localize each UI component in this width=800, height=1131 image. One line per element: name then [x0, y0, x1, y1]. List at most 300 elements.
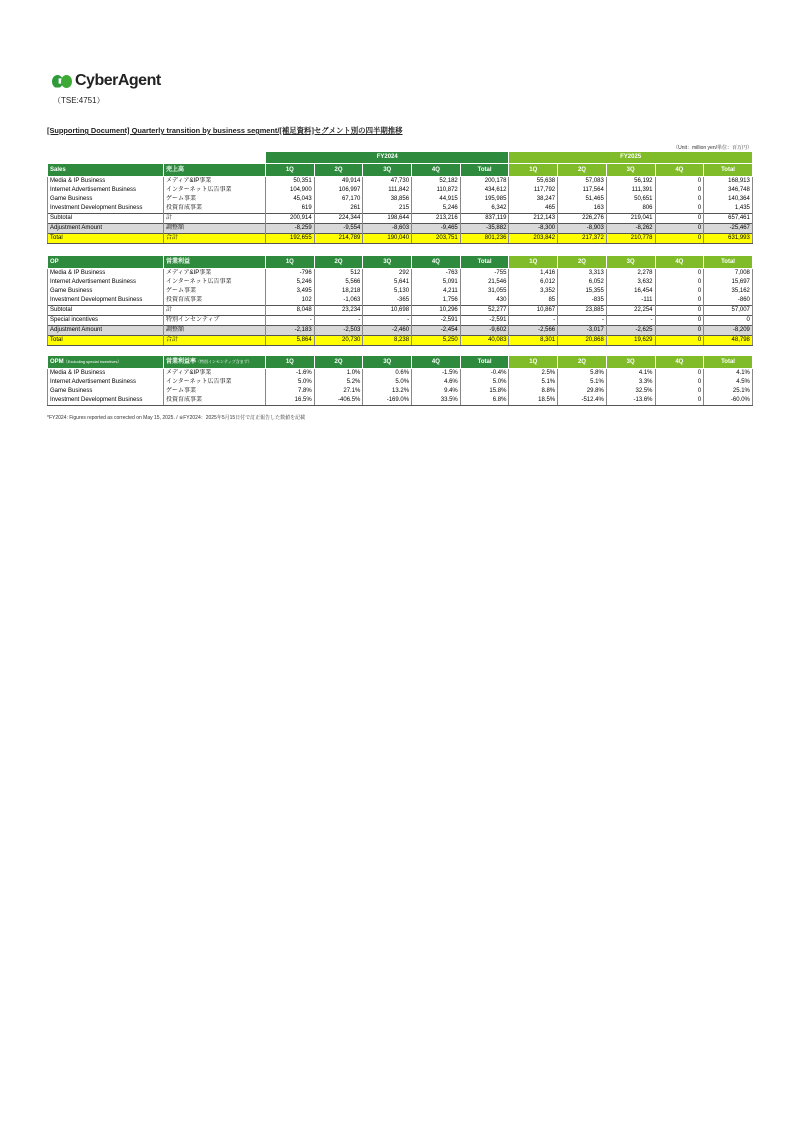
cell-value: 52,277 — [460, 306, 509, 316]
cell-value: 0 — [655, 177, 704, 187]
cell-value: 31,055 — [460, 287, 509, 296]
row-label-en: Total — [48, 234, 164, 244]
cell-value: - — [509, 316, 558, 326]
cell-value: 5.0% — [460, 378, 509, 387]
cell-value: 0 — [655, 186, 704, 195]
cell-value: 0 — [655, 306, 704, 316]
cell-value: 16,454 — [606, 287, 655, 296]
cell-value: 6,342 — [460, 204, 509, 214]
row-label-jp: 計 — [164, 306, 266, 316]
cell-value: 111,391 — [606, 186, 655, 195]
cell-value: 8,238 — [363, 336, 412, 346]
row-label-en: Investment Development Business — [48, 204, 164, 214]
cell-value: -2,183 — [266, 326, 315, 336]
period-header-row — [48, 152, 753, 164]
row-label-jp: 合計 — [164, 336, 266, 346]
cell-value: 215 — [363, 204, 412, 214]
cell-value: 85 — [509, 296, 558, 306]
cell-value: - — [314, 316, 363, 326]
cell-value: 4.6% — [412, 378, 461, 387]
cell-value: 0 — [655, 269, 704, 279]
cell-value: 22,254 — [606, 306, 655, 316]
row-label-en: Game Business — [48, 387, 164, 396]
column-header-total: Total — [704, 356, 753, 369]
row-label-jp: インターネット広告事業 — [164, 278, 266, 287]
row-label-en: Media & IP Business — [48, 177, 164, 187]
row-label-jp: 投資育成事業 — [164, 396, 266, 406]
table-row — [48, 278, 753, 287]
cell-value: 5,864 — [266, 336, 315, 346]
row-label-en: Special incentives — [48, 316, 164, 326]
opm-label-jp-note: （特別インセンティブ含まず） — [196, 359, 252, 364]
cell-value: 104,900 — [266, 186, 315, 195]
cell-value: 0 — [655, 204, 704, 214]
row-label-jp: ゲーム事業 — [164, 287, 266, 296]
cell-value: 51,465 — [558, 195, 607, 204]
cell-value: 5,130 — [363, 287, 412, 296]
cell-value: 10,867 — [509, 306, 558, 316]
row-label-en: Subtotal — [48, 306, 164, 316]
row-label-en: Media & IP Business — [48, 269, 164, 279]
cell-value: 56,192 — [606, 177, 655, 187]
cell-value: -8,603 — [363, 224, 412, 234]
cell-value: 213,216 — [412, 214, 461, 224]
opm-header-row — [48, 356, 753, 369]
cell-value: 3,352 — [509, 287, 558, 296]
cell-value: 261 — [314, 204, 363, 214]
cell-value: 111,842 — [363, 186, 412, 195]
cell-value: - — [606, 316, 655, 326]
cell-value: 0 — [655, 214, 704, 224]
table-row — [48, 378, 753, 387]
column-header-4q: 4Q — [655, 256, 704, 269]
cell-value: 38,856 — [363, 195, 412, 204]
table-row — [48, 186, 753, 195]
sales-header-row — [48, 164, 753, 177]
row-label-jp: 調整額 — [164, 224, 266, 234]
cell-value: 657,461 — [704, 214, 753, 224]
cell-value: -2,454 — [412, 326, 461, 336]
cell-value: 212,143 — [509, 214, 558, 224]
cell-value: -3,017 — [558, 326, 607, 336]
cell-value: 0 — [704, 316, 753, 326]
cell-value: 67,170 — [314, 195, 363, 204]
cell-value: 20,730 — [314, 336, 363, 346]
column-header-1q: 1Q — [266, 164, 315, 177]
cell-value: 6,012 — [509, 278, 558, 287]
cell-value: 29.8% — [558, 387, 607, 396]
opm-label-en-note: （Excluding special incentives） — [63, 359, 122, 364]
cell-value: 10,296 — [412, 306, 461, 316]
row-label-jp: メディア&IP事業 — [164, 177, 266, 187]
cell-value: -1,063 — [314, 296, 363, 306]
sales-label-en-text: Sales — [50, 167, 66, 173]
cell-value: 200,178 — [460, 177, 509, 187]
row-label-en: Media & IP Business — [48, 369, 164, 379]
column-header-4q: 4Q — [412, 256, 461, 269]
cell-value: 27.1% — [314, 387, 363, 396]
cell-value: 0 — [655, 287, 704, 296]
sales-label-en — [48, 164, 164, 177]
cell-value: 117,564 — [558, 186, 607, 195]
row-label-en: Adjustment Amount — [48, 326, 164, 336]
cell-value: 1,416 — [509, 269, 558, 279]
column-header-total: Total — [460, 256, 509, 269]
cell-value: -8,262 — [606, 224, 655, 234]
cell-value: 3,313 — [558, 269, 607, 279]
cell-value: -8,209 — [704, 326, 753, 336]
row-label-en: Total — [48, 336, 164, 346]
row-label-jp: インターネット広告事業 — [164, 378, 266, 387]
cell-value: 140,364 — [704, 195, 753, 204]
op-label-jp — [164, 256, 266, 269]
cell-value: 110,872 — [412, 186, 461, 195]
cell-value: 214,789 — [314, 234, 363, 244]
sales-table — [47, 151, 753, 244]
cell-value: 434,612 — [460, 186, 509, 195]
cell-value: 0 — [655, 195, 704, 204]
sales-label-jp — [164, 164, 266, 177]
row-label-jp: 特別インセンティブ — [164, 316, 266, 326]
cell-value: -796 — [266, 269, 315, 279]
op-label-en-text: OP — [50, 259, 59, 265]
cell-value: 48,798 — [704, 336, 753, 346]
cell-value: 13.2% — [363, 387, 412, 396]
row-label-jp: ゲーム事業 — [164, 387, 266, 396]
column-header-2q: 2Q — [558, 164, 607, 177]
column-header-total: Total — [460, 164, 509, 177]
table-row — [48, 177, 753, 187]
cell-value: 9.4% — [412, 387, 461, 396]
cell-value: - — [558, 316, 607, 326]
cell-value: 18.5% — [509, 396, 558, 406]
table-row — [48, 396, 753, 406]
cell-value: 346,748 — [704, 186, 753, 195]
table-row — [48, 224, 753, 234]
opm-table — [47, 355, 753, 406]
cell-value: 200,914 — [266, 214, 315, 224]
column-header-3q: 3Q — [363, 356, 412, 369]
cell-value: 15,697 — [704, 278, 753, 287]
cell-value: 3.3% — [606, 378, 655, 387]
cell-value: -755 — [460, 269, 509, 279]
cell-value: 38,247 — [509, 195, 558, 204]
cell-value: 0 — [655, 369, 704, 379]
table-row — [48, 287, 753, 296]
cell-value: 45,043 — [266, 195, 315, 204]
cell-value: -13.6% — [606, 396, 655, 406]
cell-value: 40,083 — [460, 336, 509, 346]
column-header-1q: 1Q — [266, 256, 315, 269]
cell-value: 837,119 — [460, 214, 509, 224]
column-header-1q: 1Q — [266, 356, 315, 369]
cell-value: 5.8% — [558, 369, 607, 379]
op-label-en — [48, 256, 164, 269]
table-row — [48, 234, 753, 244]
ticker: （TSE:4751） — [53, 96, 105, 105]
column-header-3q: 3Q — [363, 256, 412, 269]
cell-value: 2.5% — [509, 369, 558, 379]
cell-value: 0 — [655, 316, 704, 326]
cell-value: 15,355 — [558, 287, 607, 296]
row-label-en: Internet Advertisement Business — [48, 186, 164, 195]
period-header-fy2025: FY2025 — [509, 152, 752, 164]
cell-value: -8,903 — [558, 224, 607, 234]
table-row — [48, 326, 753, 336]
table-row — [48, 195, 753, 204]
cell-value: -9,602 — [460, 326, 509, 336]
opm-label-en — [48, 356, 164, 369]
row-label-jp: 投資育成事業 — [164, 204, 266, 214]
cell-value: 1.0% — [314, 369, 363, 379]
cell-value: 631,993 — [704, 234, 753, 244]
cell-value: 44,915 — [412, 195, 461, 204]
cell-value: 23,885 — [558, 306, 607, 316]
op-label-jp-text: 営業利益 — [166, 259, 191, 265]
opm-label-en-text: OPM — [50, 359, 64, 365]
cell-value: 0 — [655, 224, 704, 234]
cell-value: 15.8% — [460, 387, 509, 396]
cell-value: 0 — [655, 387, 704, 396]
column-header-1q: 1Q — [509, 356, 558, 369]
column-header-2q: 2Q — [314, 356, 363, 369]
cell-value: 224,344 — [314, 214, 363, 224]
table-row — [48, 316, 753, 326]
cell-value: -35,882 — [460, 224, 509, 234]
op-header-row — [48, 256, 753, 269]
cell-value: -9,554 — [314, 224, 363, 234]
cell-value: 292 — [363, 269, 412, 279]
cell-value: 10,698 — [363, 306, 412, 316]
row-label-jp: ゲーム事業 — [164, 195, 266, 204]
cell-value: 57,083 — [558, 177, 607, 187]
cell-value: 168,913 — [704, 177, 753, 187]
opm-label-jp — [164, 356, 266, 369]
row-label-en: Game Business — [48, 287, 164, 296]
cell-value: -2,625 — [606, 326, 655, 336]
cell-value: 32.5% — [606, 387, 655, 396]
cell-value: -2,460 — [363, 326, 412, 336]
row-label-en: Investment Development Business — [48, 396, 164, 406]
row-label-jp: 投資育成事業 — [164, 296, 266, 306]
column-header-4q: 4Q — [412, 164, 461, 177]
cyberagent-logo — [52, 72, 161, 90]
column-header-1q: 1Q — [509, 164, 558, 177]
column-header-total: Total — [460, 356, 509, 369]
cell-value: 106,997 — [314, 186, 363, 195]
table-row — [48, 336, 753, 346]
cell-value: 198,644 — [363, 214, 412, 224]
cell-value: 203,751 — [412, 234, 461, 244]
cell-value: -8,259 — [266, 224, 315, 234]
cell-value: 0 — [655, 396, 704, 406]
cell-value: 6.8% — [460, 396, 509, 406]
cell-value: 16.5% — [266, 396, 315, 406]
cell-value: 219,041 — [606, 214, 655, 224]
column-header-2q: 2Q — [314, 164, 363, 177]
cell-value: 49,914 — [314, 177, 363, 187]
table-row — [48, 369, 753, 379]
row-label-en: Internet Advertisement Business — [48, 378, 164, 387]
cell-value: 1,435 — [704, 204, 753, 214]
cell-value: -763 — [412, 269, 461, 279]
column-header-2q: 2Q — [314, 256, 363, 269]
cell-value: 5,246 — [266, 278, 315, 287]
cell-value: 47,730 — [363, 177, 412, 187]
row-label-jp: 調整額 — [164, 326, 266, 336]
cell-value: 619 — [266, 204, 315, 214]
cell-value: 7,008 — [704, 269, 753, 279]
cell-value: -835 — [558, 296, 607, 306]
cell-value: 0 — [655, 336, 704, 346]
cell-value: 2,278 — [606, 269, 655, 279]
cell-value: 25.1% — [704, 387, 753, 396]
cell-value: - — [363, 316, 412, 326]
row-label-jp: メディア&IP事業 — [164, 269, 266, 279]
cell-value: 5,091 — [412, 278, 461, 287]
sales-label-jp-text: 売上高 — [166, 167, 185, 173]
cell-value: 5,641 — [363, 278, 412, 287]
cell-value: 50,651 — [606, 195, 655, 204]
table-row — [48, 306, 753, 316]
row-label-jp: 計 — [164, 214, 266, 224]
cell-value: 0 — [655, 296, 704, 306]
cell-value: 203,842 — [509, 234, 558, 244]
cell-value: 5.0% — [363, 378, 412, 387]
cell-value: 801,236 — [460, 234, 509, 244]
cell-value: 3,495 — [266, 287, 315, 296]
cell-value: 18,218 — [314, 287, 363, 296]
blank-header — [48, 152, 266, 164]
cell-value: 5,566 — [314, 278, 363, 287]
cell-value: 5,250 — [412, 336, 461, 346]
cell-value: 0 — [655, 278, 704, 287]
cell-value: 4.1% — [606, 369, 655, 379]
cell-value: 102 — [266, 296, 315, 306]
cell-value: -2,503 — [314, 326, 363, 336]
cell-value: 0.6% — [363, 369, 412, 379]
cell-value: -2,591 — [460, 316, 509, 326]
cell-value: 226,276 — [558, 214, 607, 224]
column-header-2q: 2Q — [558, 256, 607, 269]
row-label-en: Investment Development Business — [48, 296, 164, 306]
cell-value: 8,048 — [266, 306, 315, 316]
table-row — [48, 269, 753, 279]
column-header-3q: 3Q — [606, 256, 655, 269]
cell-value: 117,792 — [509, 186, 558, 195]
cell-value: - — [266, 316, 315, 326]
cell-value: -0.4% — [460, 369, 509, 379]
cell-value: 5,246 — [412, 204, 461, 214]
cell-value: -512.4% — [558, 396, 607, 406]
column-header-3q: 3Q — [363, 164, 412, 177]
row-label-en: Internet Advertisement Business — [48, 278, 164, 287]
cell-value: 7.8% — [266, 387, 315, 396]
cell-value: 1,756 — [412, 296, 461, 306]
cell-value: -2,566 — [509, 326, 558, 336]
document-title: [Supporting Document] Quarterly transition by business segment/[補足資料]セグメント別の四半期推移 — [47, 126, 403, 135]
column-header-3q: 3Q — [606, 356, 655, 369]
cell-value: 190,040 — [363, 234, 412, 244]
cell-value: 20,868 — [558, 336, 607, 346]
cell-value: 4,211 — [412, 287, 461, 296]
column-header-4q: 4Q — [655, 356, 704, 369]
cell-value: 210,778 — [606, 234, 655, 244]
cell-value: -406.5% — [314, 396, 363, 406]
table-row — [48, 296, 753, 306]
cell-value: -9,465 — [412, 224, 461, 234]
cell-value: -1.6% — [266, 369, 315, 379]
cell-value: 35,162 — [704, 287, 753, 296]
row-label-en: Adjustment Amount — [48, 224, 164, 234]
cell-value: 3,632 — [606, 278, 655, 287]
table-row — [48, 204, 753, 214]
cell-value: 4.5% — [704, 378, 753, 387]
column-header-total: Total — [704, 164, 753, 177]
cell-value: 430 — [460, 296, 509, 306]
cell-value: 5.2% — [314, 378, 363, 387]
cell-value: 8,301 — [509, 336, 558, 346]
cell-value: -1.5% — [412, 369, 461, 379]
column-header-1q: 1Q — [509, 256, 558, 269]
column-header-total: Total — [704, 256, 753, 269]
row-label-jp: 合計 — [164, 234, 266, 244]
column-header-4q: 4Q — [412, 356, 461, 369]
cell-value: 57,007 — [704, 306, 753, 316]
period-header-fy2024: FY2024 — [266, 152, 509, 164]
row-label-en: Subtotal — [48, 214, 164, 224]
cell-value: -2,591 — [412, 316, 461, 326]
logo-mark-icon — [52, 75, 70, 88]
table-row — [48, 387, 753, 396]
cell-value: 33.5% — [412, 396, 461, 406]
cell-value: 465 — [509, 204, 558, 214]
opm-label-jp-text: 営業利益率 — [166, 359, 197, 365]
cell-value: -111 — [606, 296, 655, 306]
logo-text: CyberAgent — [75, 72, 161, 89]
cell-value: 0 — [655, 378, 704, 387]
cell-value: 55,638 — [509, 177, 558, 187]
op-table — [47, 255, 753, 346]
cell-value: -25,467 — [704, 224, 753, 234]
cell-value: 806 — [606, 204, 655, 214]
cell-value: -60.0% — [704, 396, 753, 406]
cell-value: 0 — [655, 326, 704, 336]
cell-value: -169.0% — [363, 396, 412, 406]
row-label-en: Game Business — [48, 195, 164, 204]
cell-value: 195,985 — [460, 195, 509, 204]
cell-value: -365 — [363, 296, 412, 306]
row-label-jp: インターネット広告事業 — [164, 186, 266, 195]
cell-value: 21,546 — [460, 278, 509, 287]
footnote: *FY2024: Figures reported as corrected on May 15, 2025. / ※FY2024：2025年5月15日付で訂正報告した数値を記載 — [47, 415, 306, 421]
cell-value: 0 — [655, 234, 704, 244]
table-row — [48, 214, 753, 224]
column-header-4q: 4Q — [655, 164, 704, 177]
cell-value: 5.0% — [266, 378, 315, 387]
column-header-2q: 2Q — [558, 356, 607, 369]
cell-value: 6,052 — [558, 278, 607, 287]
column-header-3q: 3Q — [606, 164, 655, 177]
unit-note: （Unit：million yen/単位：百万円） — [673, 145, 752, 151]
cell-value: 8.8% — [509, 387, 558, 396]
cell-value: 4.1% — [704, 369, 753, 379]
cell-value: 5.1% — [558, 378, 607, 387]
row-label-jp: メディア&IP事業 — [164, 369, 266, 379]
cell-value: 50,351 — [266, 177, 315, 187]
cell-value: 163 — [558, 204, 607, 214]
cell-value: 192,655 — [266, 234, 315, 244]
